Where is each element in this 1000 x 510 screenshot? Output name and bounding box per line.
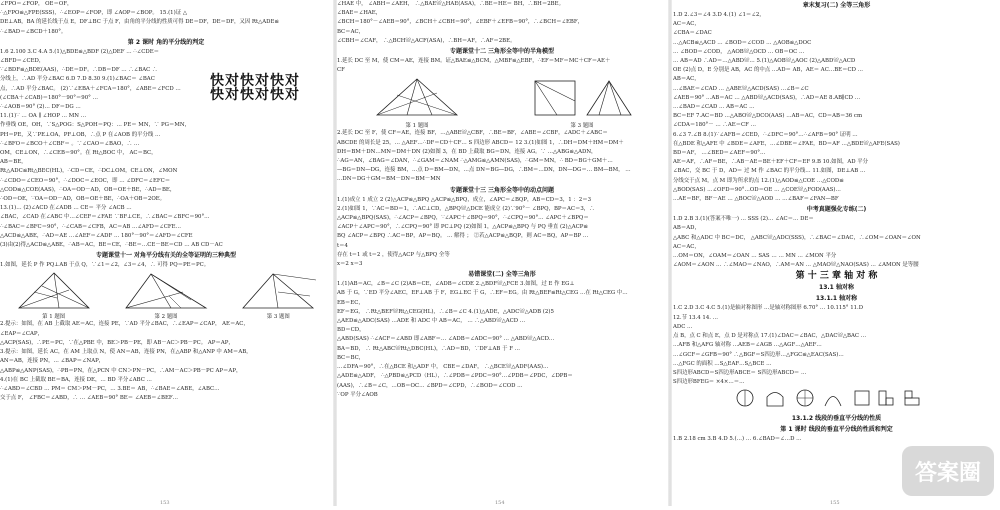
symmetric-figures — [673, 387, 1000, 413]
answer-line: AB＝BE， — [0, 159, 27, 166]
answer-line: S四边形BFEG＝ ×4×…＝… — [673, 379, 745, 386]
section-13-1-1: 13.1.1 轴对称 — [815, 295, 858, 303]
answer-line: (AAS)，∴∠B＝∠C，…OB＝OC… ∠BPD＝∠CPD，∴∠BOD＝∠COD … — [337, 382, 523, 389]
answer-line: …DN＝DG＋GM＝BM－DN＝BM－MN — [337, 176, 441, 183]
answer-line: DE⊥AB，BA 的延长线于点 E，DF⊥BC 于点 F，由角的平分线的性质可得 DE＝DF，DE＝DF，又因 Rt△ADE≌ — [0, 19, 279, 26]
answer-line: 1.D 2.∠3＝∠4 3.D 4.(1) ∠1＝∠2， — [673, 12, 765, 18]
answer-line: ∴∠BAC＝∠BFC＝90°，∴∠CAB＝∠CFB，AC＝AB …∠AFD＝∠CFE… — [0, 223, 181, 230]
answer-line: PH＝PE，又∵PE⊥OA，PF⊥OB，∴点 P 在∠AOB 的平分线 … — [0, 131, 161, 138]
page-column-right — [673, 0, 1000, 506]
chapter-review-heading: 章末复习(二) 全等三角形 — [802, 2, 871, 9]
answer-line: 3.提示：如图，延长 AC，在 AM 上取点 N，使 AN＝AB，连接 PN，在△ABP 和△ANP 中 AM＝AB， — [0, 349, 252, 356]
figure-3-caption: 第 3 题图 — [266, 314, 290, 321]
answer-line: ∠AEB＝90° …AB＝AC … △ABD≌△ACD(SAS)，∴AD＝AE 8.AB∥CD … — [673, 94, 861, 101]
answer-line: …AE＝BF，BF－AE … △BOC≌△AOD … …∠BAF＝∠FAN—BF — [673, 196, 839, 203]
answer-line: 交于点 F， ∠FBC＝∠ABD，∴ … ∠AEB＝90° BE＝ ∠AEB＝∠BEF… — [0, 395, 179, 402]
answer-line: ∴OD＝OE，∵OA＝OD－AD，OB＝OE＋BE，∴OA＋OB＝2OE。 — [0, 196, 166, 203]
answer-line: 1.(1)成立 1 成立 2 (2)△ACP≌△BPQ △ACP≌△BPQ，成立，∠APC＝∠BQP，AB＝CD＝3，1 ：2＝3 — [337, 196, 592, 203]
answer-line: AB＝AC， — [673, 76, 700, 83]
site-logo — [896, 436, 1000, 506]
page-fold-2 — [668, 0, 672, 506]
answer-line: —BG＝DN—DG，连接 BM，…点 D＝BM—DN，…点 DN＝BG—DG，∴BM＝…DN，DN—DG＝… BM—BM， … — [337, 167, 631, 174]
answer-line: t＝4 — [337, 242, 348, 249]
answer-line: ∴∠BFO＝∠BCO＋∠CBF＝ 。∵∠CAO＝∠BAO，∴ … — [0, 140, 140, 147]
answer-line: BC＝EF 7.AC＝BD …△ABO≌△DCO(AAS) …AB＝AC，CD＝AB＝36 cm — [673, 113, 863, 120]
figures-row — [0, 270, 332, 320]
answer-line: ∴∠AOB＝90° (2)… DF＝DG … — [0, 104, 81, 111]
answer-line: 1.D 2.B 3.(1)(答案不唯一) … SSS (2)… ∠AC＝… DE＝ — [673, 216, 814, 223]
answer-line: 1.(1)AB＝AC，∠B＝∠C (2)AB＝CE，∠ADB＝∠CDE 2.△BDF≌△FCE 3.如图，过 E 作 EG⊥ — [337, 281, 575, 288]
answer-line: …AFB 和△AFG 轴对称 …AEB＝∠AGB …△AGF…△AEF… — [673, 342, 822, 349]
figure-1 — [14, 270, 94, 320]
figure-middle-1-caption: 第 1 题图 — [405, 123, 429, 130]
lesson-heading: 第 2 课时 角的平分线的判定 — [127, 38, 205, 46]
answer-line: 在△BDE 和△AFE 中 ∠BDE＝∠AFE，…∠DBE＝∠FAE，BD＝AF …△BDE≌△AFE(SAS) — [673, 140, 900, 147]
answer-line: △COD≌△COE(AAS)，∴OA＝OD－AD，OB＝OE＋BE，∴AD＝BE， — [0, 186, 176, 193]
answer-line: 1.6 2.100 3.C 4.A 5.(1)△BDE≌△BDF (2)△DEF … ∴∠CDE＝ — [0, 48, 160, 55]
figure-3 — [238, 270, 318, 320]
logo-text: 答案圈 — [914, 461, 982, 486]
page-column-middle — [337, 0, 667, 506]
answer-line: ∴∠CDO＝∠CEO＝90°，∴∠DOC＝∠EOC，即 … ∠DFC＝∠EFC＝ — [0, 177, 171, 184]
answer-line: △BOD(SAS) …∠OFD＝90°…OD＝OE … △COE≌△FOD(AAS)… — [673, 186, 841, 193]
answer-line: 存在 t＝1 或 t＝2 ，使得△ACP 与△BPQ 全等 — [337, 251, 450, 258]
answer-line: AC＝AC， — [673, 243, 700, 250]
answer-line: …OM＝ON，∠OAM＝∠OAN … SAS … … MN … ∠MON 平分 — [673, 253, 837, 260]
answer-line: ∵OP 平分∠AOB — [337, 391, 378, 398]
answer-line: BC＝AC， — [337, 28, 364, 35]
answer-line: …∠BAE＝∠CAD … △ABE≌△ACD(SAS) …∠B＝∠C — [673, 85, 809, 92]
answer-line: 作垂线 OE，OH，∵S△POG：S△POH＝PQ：… PE＝ MN，∵ PG＝MN， — [0, 122, 190, 129]
figure-2 — [121, 270, 211, 320]
answer-line: 6.∠3 7.∠B 8.(1)∵∠AFB＝∠CED，∴∠DFC＝90°…∴∠AFB＝90° 证明 … — [673, 131, 858, 138]
lesson-1-heading: 第 1 课时 线段的垂直平分线的性质和判定 — [780, 426, 893, 434]
answer-line: ∴∠ABD＝∠CBD … PM＝ CM＞PM－PC，… 3.BE＝ AB，∴∠BAE＝∠ABE，∠ABC… — [0, 385, 220, 392]
answer-line: 12.节 13.4 14. … — [673, 314, 719, 321]
answer-line: …∠BAD＝∠CAD … AB＝AC … — [673, 104, 755, 111]
answer-line: x＝2 x＝3 — [337, 261, 363, 268]
answer-line: …∠GCF＝∠GFB＝90° ∴△BGF＝S四边形…△FGC≌△EAC(SAS)… — [673, 351, 844, 358]
answer-line: OM，CE⊥ON，∴∠CEB＝90°。在 Rt△BOC 中， AC＝BC， — [0, 150, 157, 157]
answer-line: ∠EAP＝∠CAP， — [0, 330, 43, 337]
answer-line: △ACD≌△ABE，∴AD＝AE …∠AEF＝∠ADF … 180°－90°＝∠AFD＝∠CFE — [0, 232, 193, 239]
review-heading: 易错课堂(二) 全等三角形 — [468, 271, 536, 279]
answer-line: ∠BCH＝180°－∠AEB＝90°，∠BCH＋∠CBH＝90°，∠EBF＋∠EFB＝90°，∴∠BCH＝∠EBF， — [337, 19, 584, 26]
answer-line: ∵∠BDF≌△BDE(AAS)，∴DE＝DF。∴DB＝DF … ∴∠BAC ∴ — [0, 67, 158, 74]
answer-line: EF＝EG， ∴Rt△BEF≌Rt△CEG(HL)，∴∠B＝∠C 4.(1)△ADE，△ADC≌△ADB (2)5 — [337, 308, 554, 315]
page-number-middle: 154 — [495, 500, 505, 506]
answer-line: ∴△FPO≌△FPE(SSS)，∴∠EOP＝∠FOP，即 ∠AOP＝∠BOP。 15.(1)证 △ — [0, 10, 187, 17]
section-13-1: 13.1 轴对称 — [819, 284, 854, 292]
page-number-right: 155 — [830, 500, 840, 506]
special-practice-heading: 中考真题强化专练(二) — [806, 206, 867, 214]
answer-line: 点 B，点 C 和点 E，点 D 是对称点 17.(1)∠DAC＝∠BAC，△DAC≌△BAC … — [673, 333, 867, 340]
answer-line: 分线上，∴AD 平分∠BAC 6.D 7.D 8.30 9.(1)∠BAC＝ ∠BAC — [0, 76, 155, 83]
answer-line: 1.C 2.D 3.C 4.C 5.(1)是轴对称图形 …是轴对称图形 6.70° … 10.115° 11.D — [673, 305, 864, 312]
answer-line: ∠BAC，∠CAD 在∠ABC 中…∠CEF＝∠FAE ∵BF⊥CE，∴∠BAC＝∠BFC＝90°… — [0, 214, 210, 221]
answer-line: ∠CDA＝180°－ … ∴AE＝CF … — [673, 122, 757, 129]
answer-line: AB 于 G，∵ED 平分∠AEC，EF⊥AB 于 F，EG⊥EC 于 G，∴EF＝EG。由 Rt△BEF≌Rt△CEG …在 Rt△CEG 中… — [337, 290, 628, 297]
answer-line: 分线交于点 M，点 M 即为所求的点 12.(1)△AOD≌△COE …△COD≌ — [673, 177, 844, 184]
answer-line: 点，∴AD 平分∠BAC。 (2)∵∠EBA＋∠FCA＝180°，∠ABE＝∠FCD … — [0, 85, 181, 92]
watermark-line-1: 快对快对快对 — [210, 73, 300, 89]
figure-middle-2-caption: 第 3 题图 — [570, 123, 594, 130]
topic-heading-11: 专题课堂十一 对角平分线有关的全等证明的三种典型 — [95, 252, 237, 260]
answer-line: AC＝AC， — [673, 21, 700, 28]
figures-row-middle — [337, 75, 667, 129]
answer-line: …△ACB≌△ACD … ∠BOD＝∠COD … △AOB≌△DOC — [673, 39, 812, 46]
figure-middle-2 — [527, 75, 637, 129]
watermark-line-2: 快对快对快对 — [210, 87, 300, 103]
answer-line: ∠BFD＝∠CED， — [0, 58, 45, 65]
answer-line: AB＝AD， — [673, 225, 700, 232]
answer-line: 2.(1)如图 1，∵AC＝BD＝1，∴AC⊥CD，△BPQ≌△DCE 能成立 (2)∵90°－ ∠BPQ，BP＝AC＝3，∴ — [337, 205, 595, 212]
answer-line: ∠ACP＋∠APC＝90°，∴∠CPQ＝90° 即 PC⊥PQ (2)如图 1，△ACP≌△BPQ 与 PQ 垂直 (2)△ACP≌ — [337, 224, 588, 231]
answer-line: 2.提示：如图，在 AB 上截取 AE＝AC，连接 PE，∵AD 平分∠BAC，∴∠EAP＝∠CAP， AE＝AC， — [0, 321, 249, 328]
answer-line: ∴AG＝AN，∠BAG＝∠DAN，∴∠GAM＝∠NAM ∴△AMG≌△AMN(SAS)，∴GM＝MN，∴ BD＝BG＋GM＋… — [337, 158, 613, 165]
answer-line: ∠BAC，交 BC 于 D，AD＝ 过 M 作 ∠BAC 的平分线… 11.如图，DE⊥AB … — [673, 168, 866, 175]
answer-line: Rt△ADC≌Rt△BEC(HL)，∴CD＝CE，∴DC⊥OM，CE⊥ON，∠MON — [0, 168, 178, 175]
answer-line: ∠BAE＝∠HAE， — [337, 10, 382, 17]
answer-line: △ACP(SAS)，∴PE＝PC，∵在△PBE 中，BE＞PB－PE，即 AB－AC＞PB－PC。 AP＝AP， — [0, 339, 234, 346]
answer-line: 2.延长 DC 至 F，使 CF＝AE，连接 BF，…△ABE≌△CBF，∴BE＝BF，∠ABE＝∠CBF，∠ADC＋∠ABC＝ — [337, 130, 608, 137]
answer-line: 13.(1)… (2)∠ACD 在∠ADB … CE＝ 平分 ∠ACB … — [0, 205, 132, 212]
answer-line: △ABC 和△ADC 中 BC＝DC， △ABC≌△ADC(SSS)，∴∠BAC＝∠DAC，∴∠OM＝∠OAN＝∠ON — [673, 234, 921, 241]
answer-line: △ABP≌△ANP(SAS)，∴PB＝PN，在△PCN 中 CN＞PN－PC，∴AM－AC＞PB－PC AP＝AP， — [0, 367, 242, 374]
answer-line: S四边形ABCD＝S四边形ABCE＝ S四边形ABCD＝ … — [673, 369, 807, 376]
answer-line: 4.(1)在 BC 上截取 BE＝BA，连接 DE，… BD 平分∠ABC … — [0, 376, 152, 383]
answer-line: ∠FPO＝∠FOP， OE＝OF， — [0, 1, 73, 7]
answer-line: EB＝EC， — [337, 299, 364, 306]
answer-line: △AED≌△ADC(SAS) …ADE 和 ADC 中 AB＝AC， … ∴△ABD≌△ACD … — [337, 318, 526, 325]
answer-line: ∠HAE 中， ∠ABH＝∠AEH， ∴△BAE≌△HAE(ASA)，∴BE＝HE＝ BH，∴BH＝2BE。 — [337, 1, 564, 7]
answer-line: ABCDE 的周长是 25，… △AEF…∴DF＝CD＋CF… S 四边形 ABCD＝ 12 3.(1)如图 1，∴DH＝DM＋HM＝DM＋ — [337, 139, 624, 146]
answer-line: △ABD(SAS) ∴∠ACF＝∠ABD 即∠ABF＝… ∠ADB＝∠ADC＝90° … △ABD≌△ACD… — [337, 336, 555, 343]
page-number-left: 153 — [160, 500, 170, 506]
answer-line: ADC … — [673, 323, 693, 330]
answer-line: 1.B 2.18 cm 3.B 4.D 5.(…) … 6.∠BAD＝∠…D … — [673, 436, 802, 443]
answer-line: AN＝AB，连接 PN，… ∠BAP＝∠NAP， — [0, 358, 105, 365]
chapter-13-title: 第 十 三 章 轴 对 称 — [795, 271, 878, 282]
section-13-1-2: 13.1.2 线段的垂直平分线的性质 — [791, 415, 882, 423]
answer-line: ∠CBH＝∠CAF， ∴△BCH≌△ACF(ASA)，∴BH＝AF，∴AF＝2BE。 — [337, 37, 516, 44]
answer-line: … AB＝AD ∴AD＝…△ABD≌… 5.(1)△AOB≌△AOC (2)△ABD≌△ACD — [673, 58, 856, 65]
answer-line: △ADE≌△ADF， ∴△PBD≌△PCD（HL），∴∠PDB＝∠PDC＝90°…∠PDB＝∠PDC，∠DPB＝ — [337, 373, 573, 380]
answer-line: ∠CBA＝∠DAC — [673, 30, 712, 37]
topic-heading-12: 专题课堂十二 三角形全等中的半角模型 — [449, 48, 555, 56]
answer-line: …△FGC 的面积 …S△EAF…S△BCE … — [673, 360, 772, 367]
answer-line: (∠CBA＋∠CAB)＝180°－90°＝90° … — [0, 94, 98, 101]
answer-line: BC＝BC， — [337, 354, 365, 361]
answer-line: BQ ∠ACP＝∠BPQ ∴AC＝BP，AP＝BQ。 … 解得 ； ②若△ACP≌△BQP，则 AC＝BQ，AP＝BP … — [337, 233, 589, 240]
answer-line: △ACP≌△BPQ(SAS)，∴∠ACP＝∠BPQ，∵∠APC＋∠BPQ＝90°，∴∠CPQ＝90°… ∠APC＋∠BPQ＝ — [337, 215, 589, 222]
figure-1-caption: 第 1 题图 — [42, 314, 66, 321]
answer-line: CF — [337, 67, 345, 74]
answer-line: 11.(1)∵ … OA ∥ ∠HOP … MN … — [0, 113, 87, 120]
figure-middle-1 — [367, 75, 467, 129]
answer-line: … ∠BOD＝∠COD， △AOB≌△OCD … OB＝OC … — [673, 48, 805, 55]
topic-heading-13: 专题课堂十三 三角形全等中的动点问题 — [449, 186, 555, 194]
answer-line: (3)由(2)得△ACD≌△ABE，∴AB＝AC，BE＝CE，∴BE＝…CE－BE＝CD … AB CD－AC — [0, 242, 223, 249]
answer-line: DH＝BM＋DN…MN＝DM＋DN (2)如图 3，在 BD 上截取 BG＝DN，连接 AG。∵ …△ABG≌△ADN， — [337, 148, 597, 155]
answer-line: …∠DFA＝90°，∴在△BCE 和△ADF 中， CBE＝∠DAF， ∴△BCE≌△ADF(AAS)… — [337, 364, 549, 371]
figure-2-caption: 第 2 题图 — [154, 314, 178, 321]
answer-line: ∠AOM＝∠AON … ∴∠MAO＝∠NAO，∴AM＝AN … △MAO≌△NAO(SAS) … ∠AMON 是等腰 — [673, 262, 919, 269]
answer-line: BA＝BD， ∴ Rt△ABC≌Rt△DBC(HL)，∴AD＝BD，∵DF⊥AB 于 F … — [337, 345, 521, 352]
answer-line: BD＝AF， …∠BED＝∠AEF＝90°… — [673, 150, 766, 157]
answer-line: 1.延长 DC 至 M，使 CM＝AE，连接 BM。证△BAE≌△BCM，△MBF≌△EBF，∴EF＝MF＝MC＋CF＝AE＋ — [337, 58, 611, 65]
answer-line: AE＝AF，∴AF＝BE，∴AB－AE＝BE＋EF＋CF＝EF 9.B 10.如图，AD 平分 — [673, 159, 869, 166]
answer-line: BD＝CD， — [337, 327, 365, 334]
answer-line: 1.如图，延长 P 作 PQ⊥AB 于点 Q，∵∠1＝∠2，∠3＝∠4，∴ 可得 PQ＝PE＝PC。 — [0, 262, 210, 269]
answer-line: OE (2)点 D，E 分别是 AB，AC 的中点 …AD＝ AB，AE＝ AC…BE＝CD … — [673, 67, 864, 74]
answer-line: ∴∠BAD＝∠BCD＋180°。 — [0, 28, 67, 35]
